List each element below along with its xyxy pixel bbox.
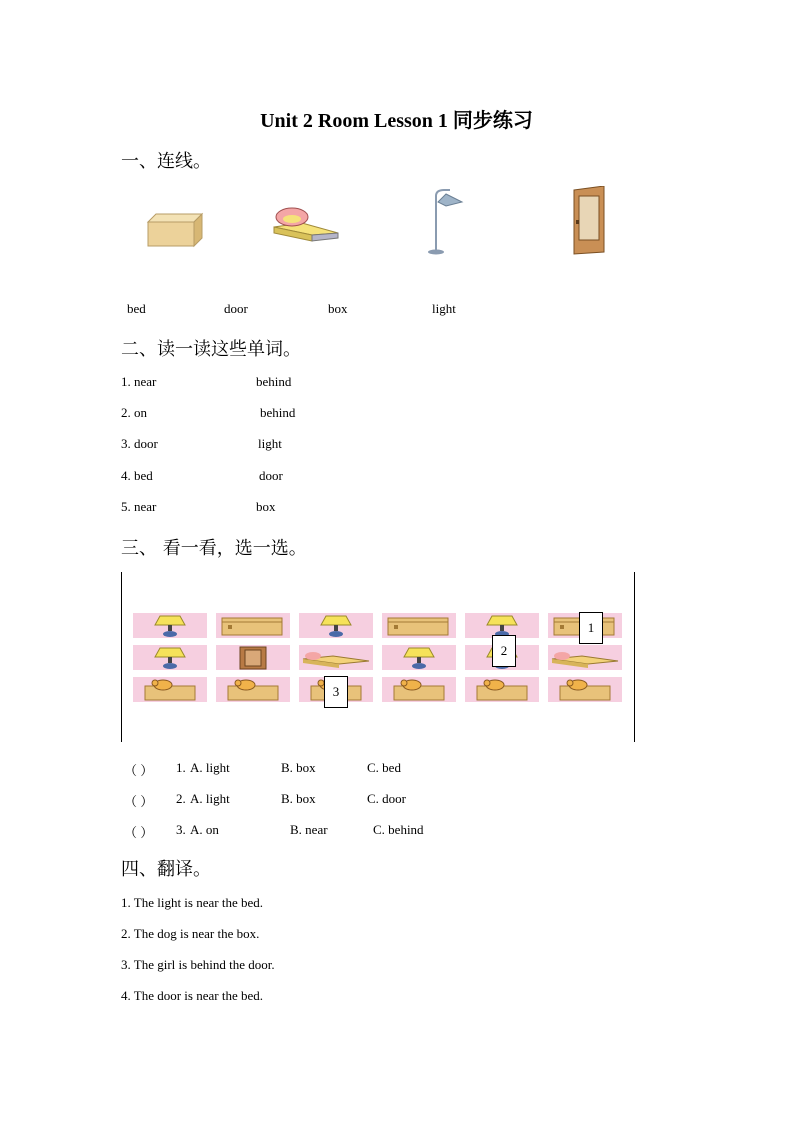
translation-sentence: 1. The light is near the bed. bbox=[121, 895, 264, 910]
word-option: box bbox=[328, 301, 348, 316]
option-b: B. box bbox=[281, 760, 316, 775]
answer-blank[interactable]: （ ） bbox=[124, 794, 154, 809]
option-b: B. near bbox=[290, 822, 328, 837]
word-right: behind bbox=[256, 374, 292, 389]
word-right: behind bbox=[260, 405, 296, 420]
option-c: C. behind bbox=[373, 822, 424, 837]
frame-left-border bbox=[121, 572, 122, 742]
translation-sentence: 3. The girl is behind the door. bbox=[121, 957, 275, 972]
option-c: C. door bbox=[367, 791, 406, 806]
position-marker: 3 bbox=[324, 676, 348, 708]
word-right: light bbox=[258, 436, 282, 451]
word-left: 3. door bbox=[121, 436, 158, 451]
translation-sentence: 4. The door is near the bed. bbox=[121, 988, 263, 1003]
grid-cell-door bbox=[216, 645, 290, 670]
word-right: door bbox=[259, 468, 283, 483]
position-marker: 2 bbox=[492, 635, 516, 667]
grid-cell-dog-box bbox=[216, 677, 290, 702]
grid-cell-lamp bbox=[133, 613, 207, 638]
option-b: B. box bbox=[281, 791, 316, 806]
grid-cell-dog-box bbox=[382, 677, 456, 702]
word-left: 1. near bbox=[121, 374, 157, 389]
grid-cell-dog-box bbox=[548, 677, 622, 702]
word-option: bed bbox=[127, 301, 146, 316]
question-number: 1. bbox=[176, 760, 186, 775]
lamp-image bbox=[424, 188, 464, 256]
grid-cell-box bbox=[382, 613, 456, 638]
answer-blank[interactable]: （ ） bbox=[124, 825, 154, 840]
grid-cell-lamp bbox=[299, 613, 373, 638]
option-a: A. light bbox=[190, 760, 230, 775]
box-image bbox=[144, 212, 206, 248]
word-left: 2. on bbox=[121, 405, 147, 420]
option-a: A. on bbox=[190, 822, 219, 837]
page-title: Unit 2 Room Lesson 1 同步练习 bbox=[260, 110, 533, 132]
grid-cell-bed bbox=[548, 645, 622, 670]
grid-cell-bed bbox=[299, 645, 373, 670]
door-image bbox=[570, 186, 610, 256]
grid-cell-dog-box bbox=[465, 677, 539, 702]
grid-cell-box bbox=[216, 613, 290, 638]
frame-right-border bbox=[634, 572, 635, 742]
section1-heading: 一、连线。 bbox=[121, 151, 211, 172]
translation-sentence: 2. The dog is near the box. bbox=[121, 926, 260, 941]
option-c: C. bed bbox=[367, 760, 401, 775]
option-a: A. light bbox=[190, 791, 230, 806]
section2-heading: 二、读一读这些单词。 bbox=[121, 339, 301, 360]
section4-heading: 四、翻译。 bbox=[121, 859, 211, 880]
bed-image bbox=[272, 205, 342, 245]
grid-cell-lamp bbox=[133, 645, 207, 670]
grid-cell-dog-box bbox=[133, 677, 207, 702]
word-left: 4. bed bbox=[121, 468, 153, 483]
grid-cell-lamp bbox=[382, 645, 456, 670]
question-number: 3. bbox=[176, 822, 186, 837]
section3-heading: 三、 看一看，选一选。 bbox=[121, 538, 307, 559]
word-left: 5. near bbox=[121, 499, 157, 514]
word-right: box bbox=[256, 499, 276, 514]
position-marker: 1 bbox=[579, 612, 603, 644]
answer-blank[interactable]: （ ） bbox=[124, 763, 154, 778]
word-option: light bbox=[432, 301, 456, 316]
question-number: 2. bbox=[176, 791, 186, 806]
word-option: door bbox=[224, 301, 248, 316]
